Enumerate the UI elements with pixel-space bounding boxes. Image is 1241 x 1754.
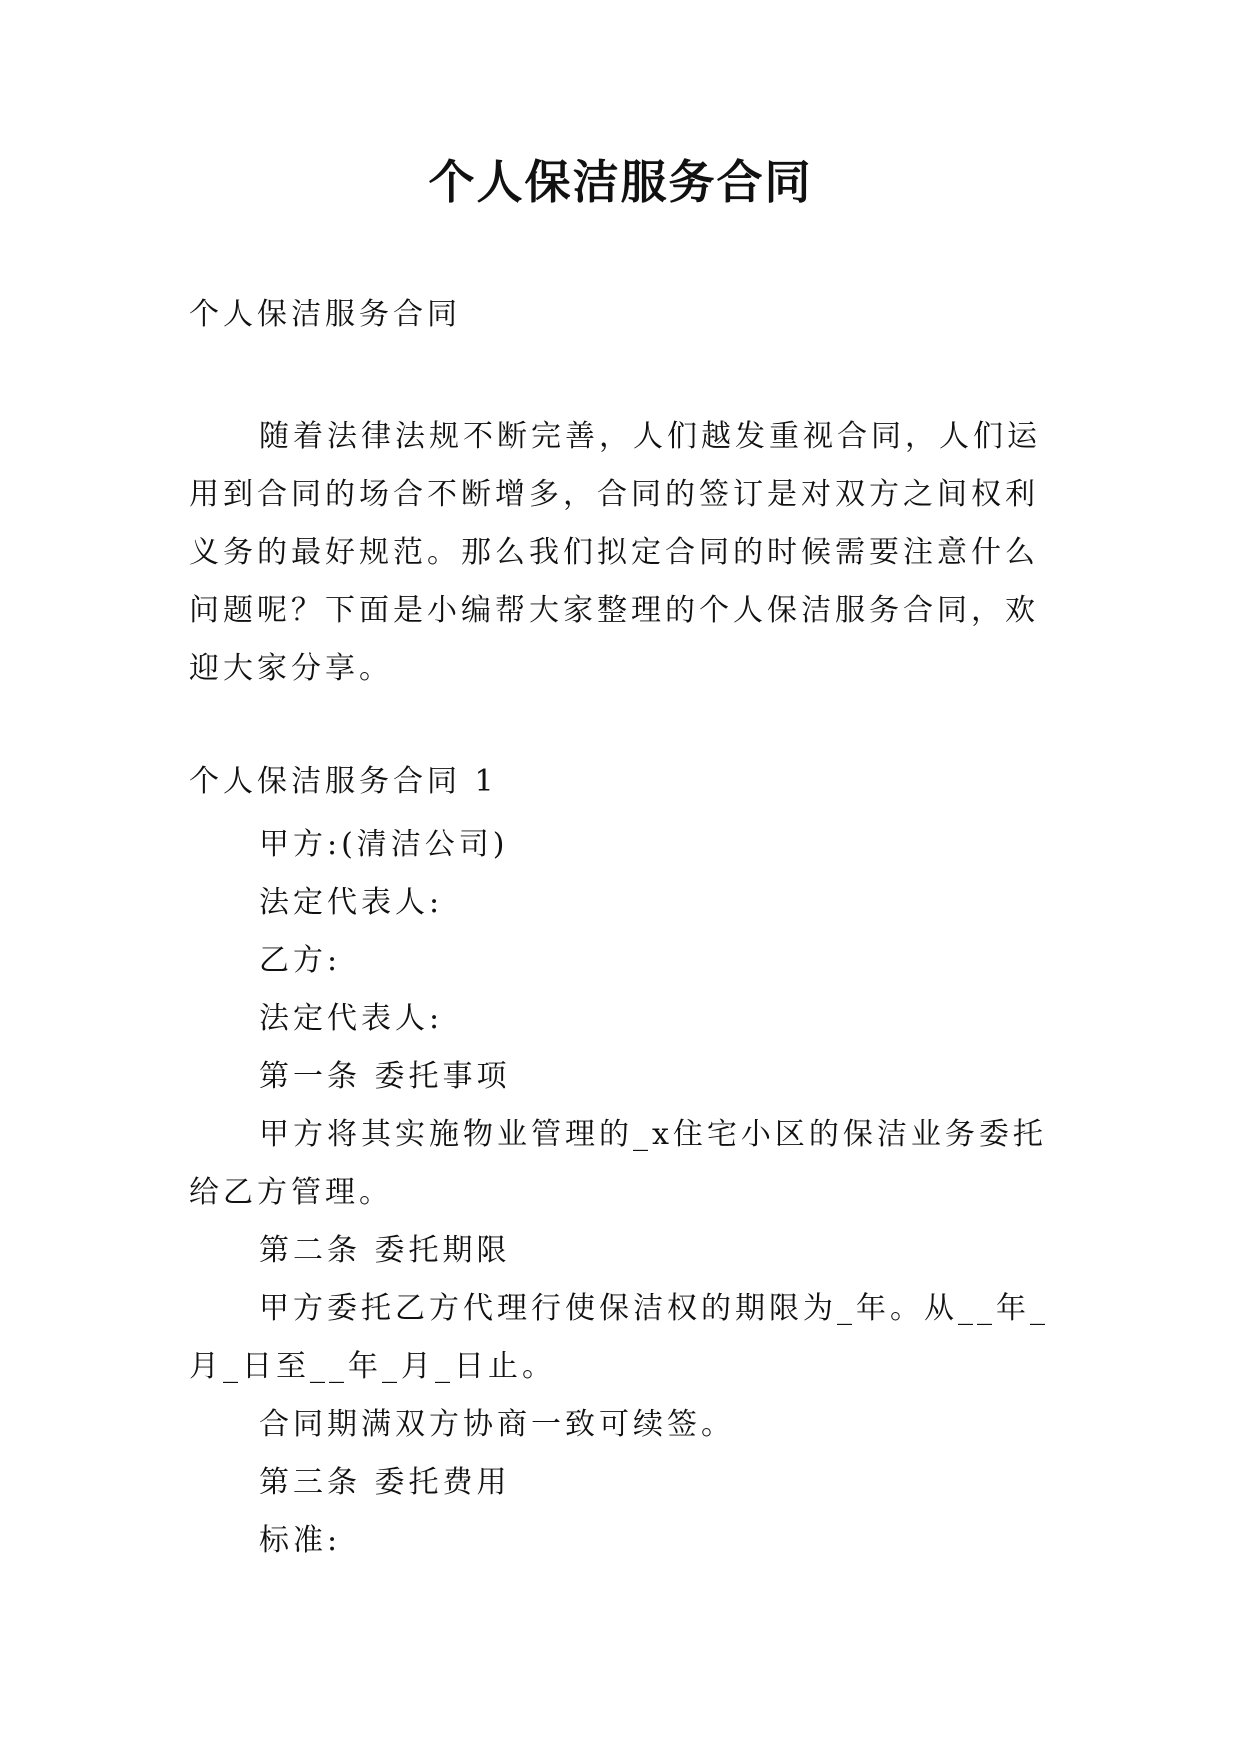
intro-paragraph: 随着法律法规不断完善，人们越发重视合同，人们运用到合同的场合不断增多，合同的签订是对双方之间权利义务的最好规范。那么我们拟定合同的时候需要注意什么问题呢？下面是小编帮大家整理的个人保洁服务合同，欢迎大家分享。 xyxy=(189,419,1041,686)
party-a-representative-line: 法定代表人: xyxy=(259,885,444,920)
party-b-line: 乙方: xyxy=(259,943,342,978)
article-2-body: 甲方委托乙方代理行使保洁权的期限为_年。从__年_月_日至__年_月_日止。 xyxy=(189,1291,1049,1384)
contract-clauses xyxy=(189,816,1053,1570)
document-subtitle: 个人保洁服务合同 xyxy=(189,297,461,332)
party-a-line: 甲方:(清洁公司) xyxy=(259,827,509,862)
article-3-standard: 标准: xyxy=(259,1523,342,1558)
article-1-body: 甲方将其实施物业管理的_x住宅小区的保洁业务委托给乙方管理。 xyxy=(189,1117,1047,1210)
article-1-heading: 第一条 委托事项 xyxy=(259,1059,511,1094)
document-title: 个人保洁服务合同 xyxy=(428,155,813,209)
article-3-heading: 第三条 委托费用 xyxy=(259,1465,511,1500)
party-b-representative-line: 法定代表人: xyxy=(259,1001,444,1036)
section-heading: 个人保洁服务合同 1 xyxy=(189,764,498,799)
article-2-heading: 第二条 委托期限 xyxy=(259,1233,511,1268)
article-2-renewal: 合同期满双方协商一致可续签。 xyxy=(259,1407,735,1442)
